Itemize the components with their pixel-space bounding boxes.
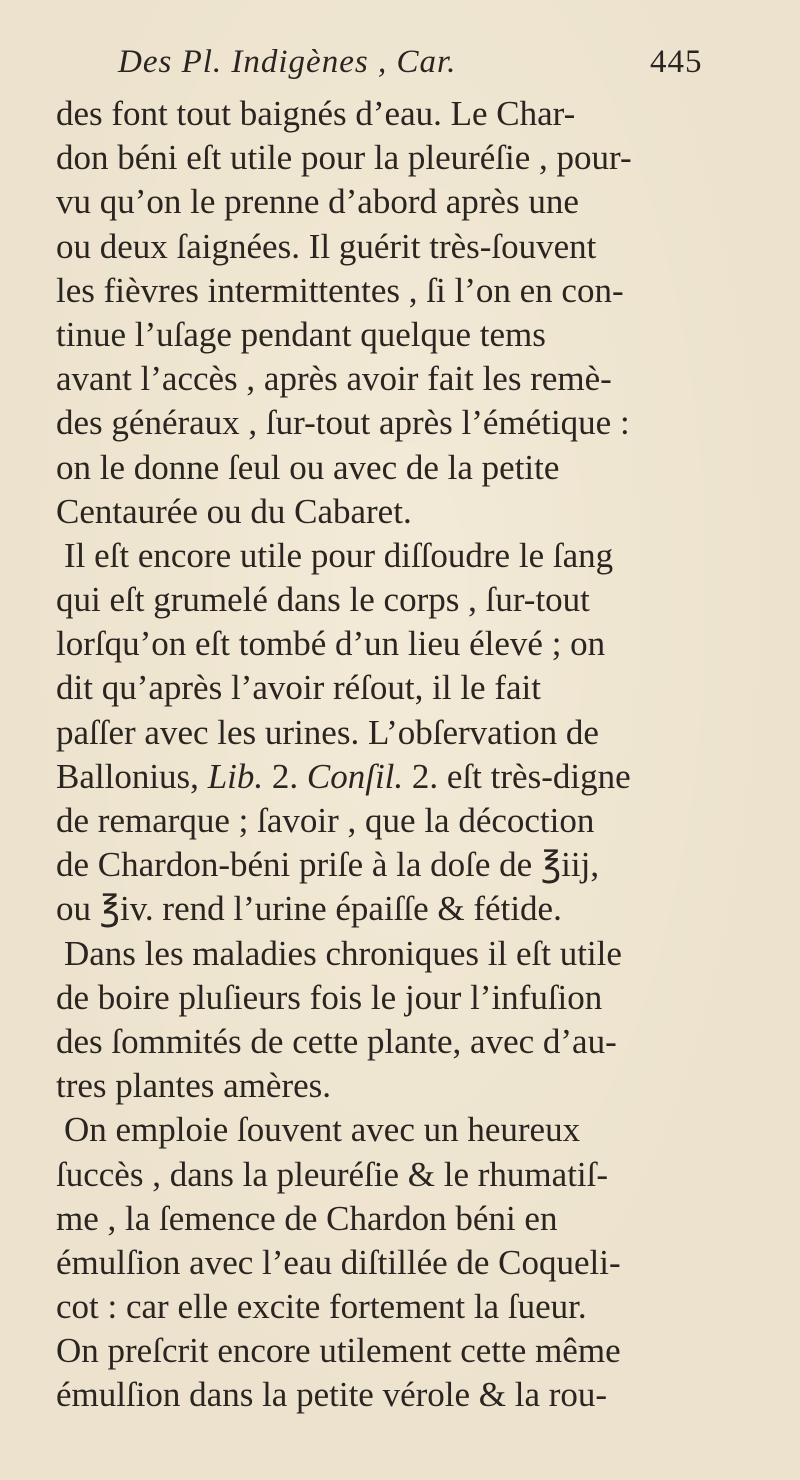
text-line: tinue l’uſage pendant quelque tems	[56, 314, 546, 354]
paragraph-start-line: On emploie ſouvent avec un heureux	[64, 1110, 581, 1150]
paragraph-start-line: Dans les maladies chroniques il eſt utile	[64, 933, 622, 973]
text-line: de boire pluſieurs fois le jour l’infuſion	[56, 977, 603, 1017]
text-line: ou ℥iv. rend l’urine épaiſſe & fétide.	[56, 889, 562, 929]
text-line: ſuccès , dans la pleuréſie & le rhumatiſ-	[56, 1154, 609, 1194]
text-line: lorſqu’on eſt tombé d’un lieu élevé ; on	[56, 624, 606, 664]
text-line: les fièvres intermittentes , ſi l’on en con-	[56, 270, 624, 310]
page-number: 445	[650, 44, 703, 80]
text-line: ou deux ſaignées. Il guérit très-ſouvent	[56, 226, 597, 266]
text-line: don béni eſt utile pour la pleuréſie , pour-	[56, 138, 632, 178]
text-line: dit qu’après l’avoir réſout, il le fait	[56, 668, 541, 708]
text-line: On preſcrit encore utilement cette même	[56, 1331, 621, 1371]
text-line: émulſion dans la petite vérole & la rou-	[56, 1375, 608, 1415]
text-line: Centaurée ou du Cabaret.	[56, 491, 412, 531]
text-line: de Chardon-béni priſe à la doſe de ℥iij,	[56, 845, 600, 885]
text-line: avant l’accès , après avoir fait les remè-	[56, 359, 612, 399]
text-line: me , la ſemence de Chardon béni en	[56, 1198, 558, 1238]
text-line: paſſer avec les urines. L’obſervation de	[56, 712, 599, 752]
text-line: des font tout baignés d’eau. Le Char-	[56, 94, 576, 133]
text-line: des ſommités de cette plante, avec d’au-	[56, 1021, 617, 1061]
text-line: on le donne ſeul ou avec de la petite	[56, 447, 560, 487]
text-line: tres plantes amères.	[56, 1066, 332, 1106]
text-line: cot : car elle excite fortement la ſueur.	[56, 1287, 587, 1327]
text-line: Ballonius, Lib. 2. Conſil. 2. eſt très-digne	[56, 756, 631, 796]
paragraph-start-line: Il eſt encore utile pour diſſoudre le ſang	[64, 535, 614, 575]
text-line: émulſion avec l’eau diſtillée de Coqueli-	[56, 1242, 621, 1282]
running-title: Des Pl. Indigènes , Car.	[118, 44, 457, 80]
text-line: vu qu’on le prenne d’abord après une	[56, 182, 579, 222]
text-line: de remarque ; ſavoir , que la décoction	[56, 801, 595, 840]
page-header	[118, 44, 758, 92]
body-text	[56, 92, 756, 1418]
text-line: qui eſt grumelé dans le corps , ſur-tout	[56, 580, 590, 620]
text-line: des généraux , ſur-tout après l’émétique :	[56, 403, 630, 443]
